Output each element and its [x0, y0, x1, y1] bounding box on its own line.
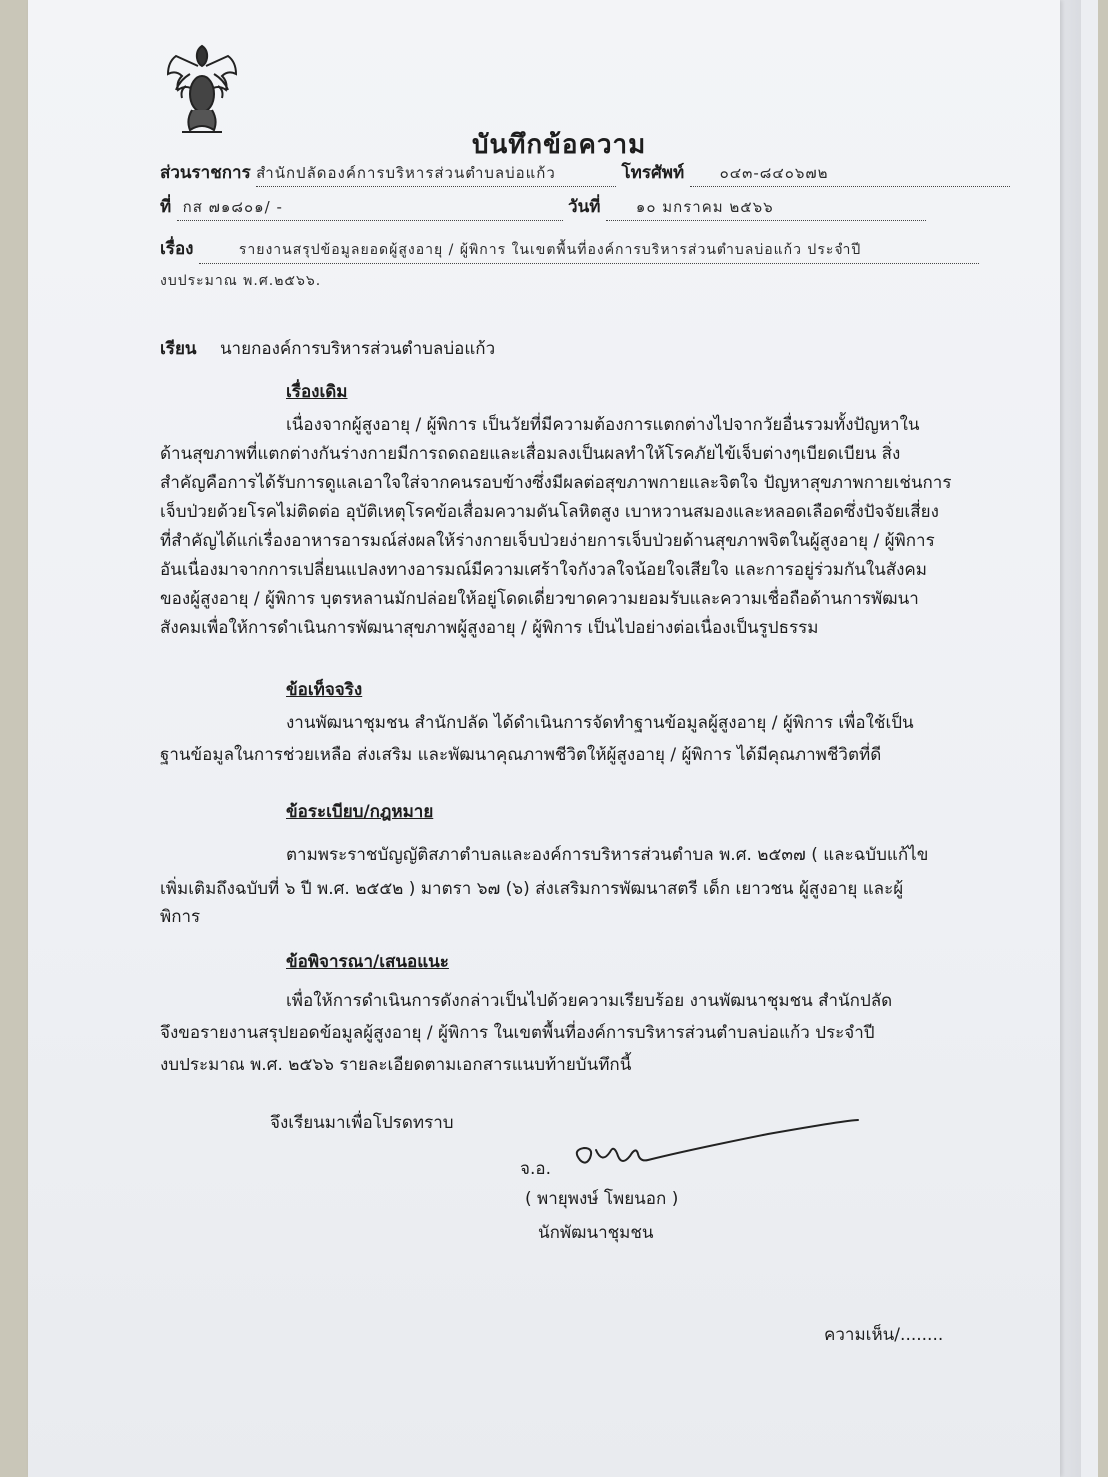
- regulations-line-1: ตามพระราชบัญญัติสภาตำบลและองค์การบริหารส่วนตำบล พ.ศ. ๒๕๓๗ ( และฉบับแก้ไข: [286, 845, 929, 865]
- addressee-label: เรียน: [160, 339, 197, 359]
- regulations-line-3: พิการ: [160, 907, 201, 927]
- facts-line-2: ฐานข้อมูลในการช่วยเหลือ ส่งเสริม และพัฒนาคุณภาพชีวิตให้ผู้สูงอายุ / ผู้พิการ ได้มีคุณภาพชีวิตที่ดี: [160, 745, 882, 765]
- section-heading-recommendation: ข้อพิจารณา/เสนอแนะ: [286, 952, 449, 972]
- signature-prefix: จ.อ.: [520, 1159, 551, 1179]
- recommendation-line-2: จึงขอรายงานสรุปยอดข้อมูลผู้สูงอายุ / ผู้พิการ ในเขตพื้นที่องค์การบริหารส่วนตำบลบ่อแก้ว ประจำปี: [160, 1023, 875, 1043]
- signer-name: ( พายุพงษ์ โพยนอก ): [525, 1189, 679, 1209]
- background-line-6: อันเนื่องมาจากการเปลี่ยนแปลงทางอารมณ์มีความเศร้าใจกังวลใจน้อยใจเสียใจ และการอยู่ร่วมกันในสังคม: [160, 560, 928, 580]
- closing-text: จึงเรียนมาเพื่อโปรดทราบ: [270, 1113, 454, 1133]
- opinion-label: ความเห็น/........: [824, 1325, 944, 1345]
- addressee-row: [160, 336, 495, 362]
- recommendation-line-3: งบประมาณ พ.ศ. ๒๕๖๖ รายละเอียดตามเอกสารแนบท้ายบันทึกนี้: [160, 1055, 632, 1075]
- phone-value: ๐๔๓-๘๔๐๖๗๒: [690, 160, 1010, 187]
- agency-value: สำนักปลัดองค์การบริหารส่วนตำบลบ่อแก้ว: [256, 160, 616, 187]
- garuda-emblem-icon: [160, 40, 244, 140]
- subject-line-2: งบประมาณ พ.ศ.๒๕๖๖.: [160, 273, 322, 289]
- subject-line-1: รายงานสรุปข้อมูลยอดผู้สูงอายุ / ผู้พิการ ในเขตพื้นที่องค์การบริหารส่วนตำบลบ่อแก้ว ประจำปี: [199, 237, 979, 264]
- subject-label: เรื่อง: [160, 239, 194, 259]
- background-line-2: ด้านสุขภาพที่แตกต่างกันร่างกายมีการถดถอยและเสื่อมลงเป็นผลทำให้โรคภัยไข้เจ็บต่างๆเบียดเบียน สิ่ง: [160, 444, 901, 464]
- background-line-3: สำคัญคือการได้รับการดูแลเอาใจใส่จากคนรอบข้างซึ่งมีผลต่อสุขภาพกายและจิตใจ ปัญหาสุขภาพกายเช่นการ: [160, 473, 952, 493]
- signer-position: นักพัฒนาชุมชน: [538, 1223, 654, 1243]
- reference-value: กส ๗๑๘๐๑/ -: [177, 194, 563, 221]
- section-heading-background: เรื่องเดิม: [286, 382, 348, 402]
- facts-line-1: งานพัฒนาชุมชน สำนักปลัด ได้ดำเนินการจัดทำฐานข้อมูลผู้สูงอายุ / ผู้พิการ เพื่อใช้เป็น: [286, 713, 914, 733]
- addressee-value: นายกองค์การบริหารส่วนตำบลบ่อแก้ว: [219, 339, 496, 359]
- agency-label: ส่วนราชการ: [160, 163, 251, 183]
- memo-title: บันทึกข้อความ: [472, 130, 647, 160]
- signature-mark: [488, 1108, 948, 1178]
- date-value: ๑๐ มกราคม ๒๕๖๖: [606, 194, 926, 221]
- section-heading-regulations: ข้อระเบียบ/กฎหมาย: [286, 802, 434, 822]
- background-line-4: เจ็บป่วยด้วยโรคไม่ติดต่อ อุบัติเหตุโรคข้อเสื่อมความดันโลหิตสูง เบาหวานสมองและหลอดเลือดซึ่งปัจจัยเสี่ยง: [160, 502, 939, 522]
- background-line-7: ของผู้สูงอายุ / ผู้พิการ บุตรหลานมักปล่อยให้อยู่โดดเดี่ยวขาดความยอมรับและความเชื่อถือด้านการพัฒนา: [160, 589, 919, 609]
- background-line-1: เนื่องจากผู้สูงอายุ / ผู้พิการ เป็นวัยที่มีความต้องการแตกต่างไปจากวัยอื่นรวมทั้งปัญหาใน: [286, 415, 920, 435]
- regulations-line-2: เพิ่มเติมถึงฉบับที่ ๖ ปี พ.ศ. ๒๕๕๒ ) มาตรา ๖๗ (๖) ส่งเสริมการพัฒนาสตรี เด็ก เยาวชน ผู้สูงอายุ และผู้: [160, 879, 904, 899]
- background-line-5: ที่สำคัญได้แก่เรื่องอาหารอารมณ์ส่งผลให้ร่างกายเจ็บป่วยง่ายการเจ็บป่วยด้านสุขภาพจิตในผู้สูงอายุ / ผู้พิการ: [160, 531, 935, 551]
- date-label: วันที่: [568, 197, 601, 217]
- memo-page: [28, 0, 1060, 1477]
- reference-label: ที่: [160, 197, 172, 217]
- recommendation-line-1: เพื่อให้การดำเนินการดังกล่าวเป็นไปด้วยความเรียบร้อย งานพัฒนาชุมชน สำนักปลัด: [286, 991, 893, 1011]
- background-line-8: สังคมเพื่อให้การดำเนินการพัฒนาสุขภาพผู้สูงอายุ / ผู้พิการ เป็นไปอย่างต่อเนื่องเป็นรูปธรรม: [160, 618, 819, 638]
- agency-row: [160, 160, 1010, 187]
- reference-row: [160, 194, 926, 221]
- section-heading-facts: ข้อเท็จจริง: [286, 680, 363, 700]
- subject-row: [160, 236, 979, 264]
- phone-label: โทรศัพท์: [621, 163, 685, 183]
